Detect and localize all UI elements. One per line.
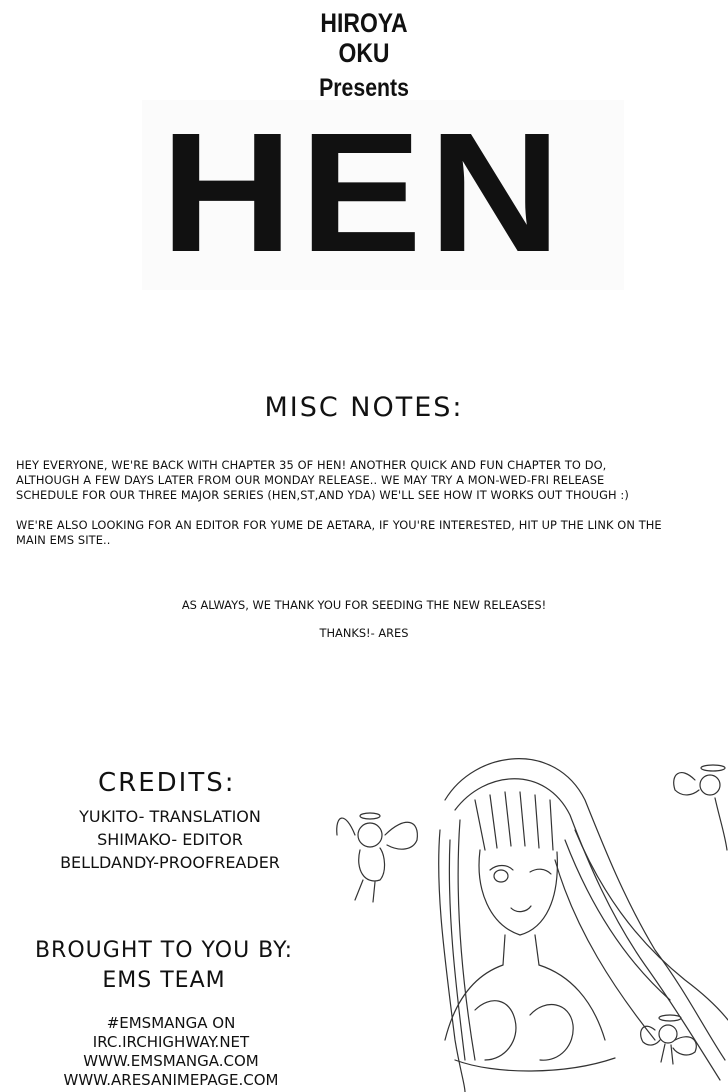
presents-label: Presents [319, 74, 409, 102]
series-title: HEN [160, 98, 568, 288]
notes-line: WE'RE ALSO LOOKING FOR AN EDITOR FOR YUME DE AETARA, IF YOU'RE INTERESTED, HIT UP THE LINK ON THE [16, 518, 662, 532]
website-link[interactable]: WWW.ARESANIMEPAGE.COM [63, 1071, 279, 1089]
notes-paragraph-1 [16, 458, 721, 503]
credits-heading: CREDITS: [98, 768, 236, 798]
thanks-line: AS ALWAYS, WE THANK YOU FOR SEEDING THE NEW RELEASES! [181, 598, 547, 612]
notes-line: SCHEDULE FOR OUR THREE MAJOR SERIES (HEN,ST,AND YDA) WE'LL SEE HOW IT WORKS OUT THOUGH :) [16, 488, 629, 502]
brought-to-you-by [14, 936, 314, 996]
team-name: EMS TEAM [102, 968, 226, 993]
contact-links [26, 1014, 316, 1090]
notes-paragraph-2 [16, 518, 721, 548]
notes-line: ALTHOUGH A FEW DAYS LATER FROM OUR MONDAY RELEASE.. WE MAY TRY A MON-WED-FRI RELEASE [16, 473, 605, 487]
misc-notes-heading: MISC NOTES: [264, 392, 464, 423]
credit-translation: YUKITO- TRANSLATION [79, 807, 261, 826]
irc-server: IRC.IRCHIGHWAY.NET [92, 1033, 250, 1051]
credit-proofreader: BELLDANDY-PROOFREADER [60, 853, 280, 872]
notes-line: HEY EVERYONE, WE'RE BACK WITH CHAPTER 35 OF HEN! ANOTHER QUICK AND FUN CHAPTER TO DO, [16, 458, 607, 472]
website-link[interactable]: WWW.EMSMANGA.COM [83, 1052, 259, 1070]
brought-heading: BROUGHT TO YOU BY: [34, 938, 294, 963]
notes-line: MAIN EMS SITE.. [16, 533, 111, 547]
credit-editor: SHIMAKO- EDITOR [97, 830, 243, 849]
author-first-name: HIROYA [320, 8, 408, 38]
author-last-name: OKU [338, 38, 390, 68]
signoff-line: THANKS!- ARES [319, 626, 409, 640]
manga-illustration [325, 740, 728, 1092]
irc-channel: #EMSMANGA ON [106, 1014, 236, 1032]
